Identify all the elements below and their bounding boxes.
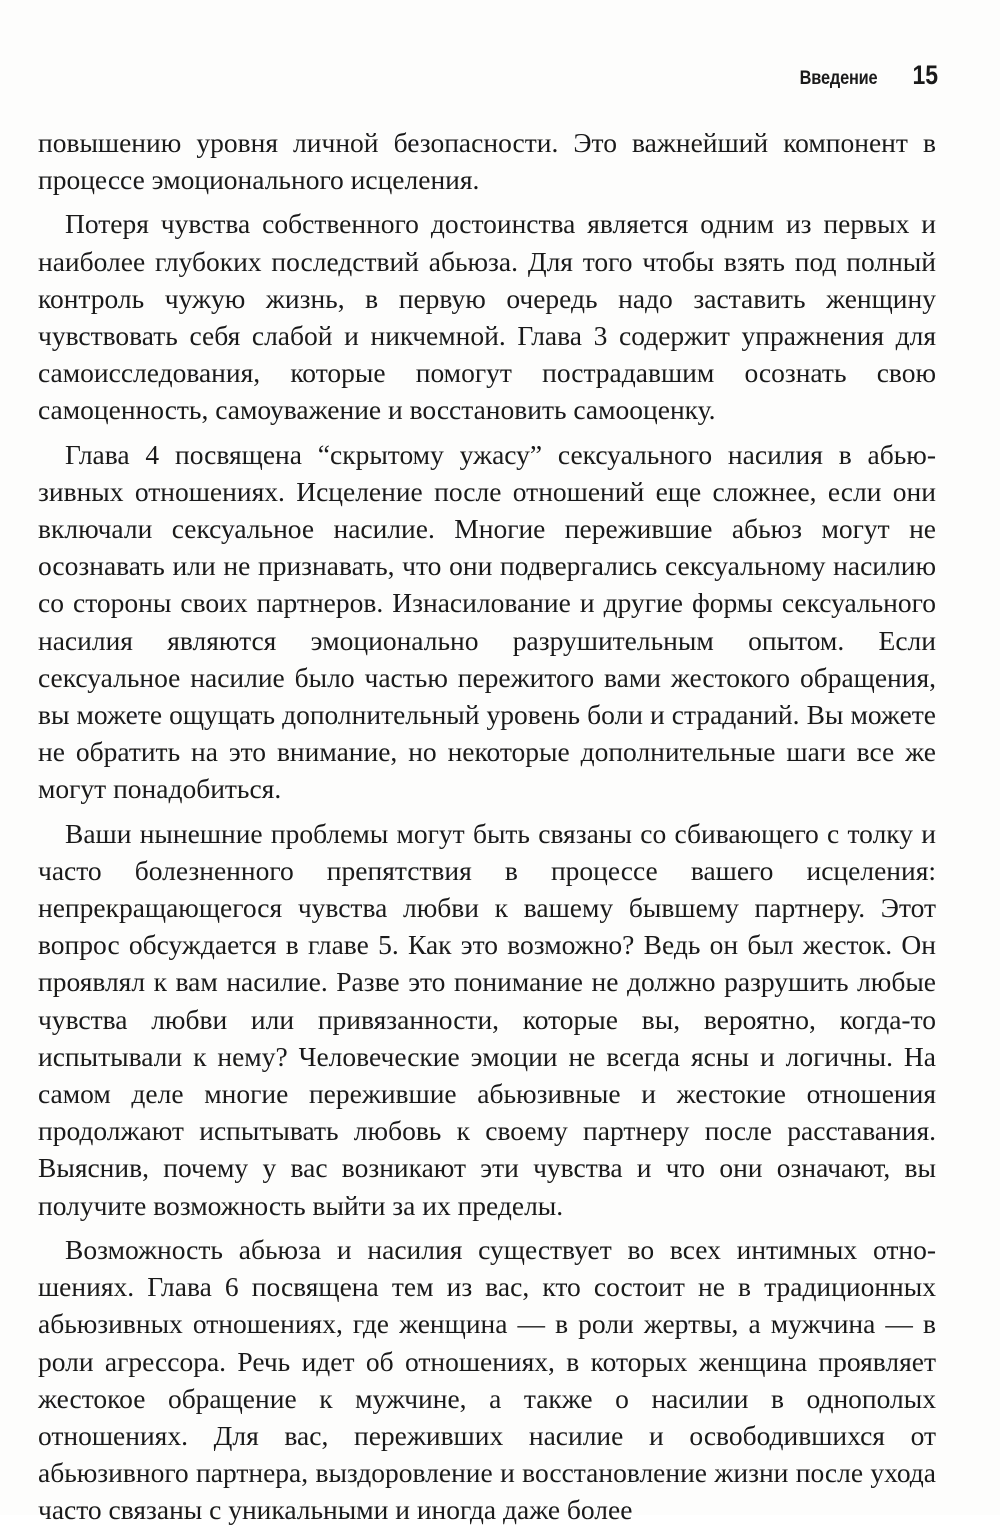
running-head [787, 60, 938, 90]
section-title: Введение [800, 68, 878, 89]
page-number: 15 [912, 60, 938, 90]
paragraph: Возможность абьюза и насилия существует во всех интимных отношениях. Глава 6 посвящена тем из вас, кто состоит не в традиционных абьюзивных отношениях, где женщина — в роли жертвы, а мужчина — в роли агрессора. Речь идет об отношениях, в которых женщина проявляет жестокое обращение к мужчине, а также о насилии в однополых отношениях. Для вас, переживших насилие и освободившихся от абьюзивного партнера, выздоровление и восстановление жизни после ухода часто связаны с уникальными и иногда даже более [38, 1233, 936, 1526]
body-text [38, 124, 936, 1529]
paragraph: Ваши нынешние проблемы могут быть связаны со сбивающего с толку и часто болезненного препятствия в процессе вашего исцеления: непрекращающегося чувства любви к вашему бывшему партнеру. Этот вопрос обсуждается в главе 5. Как это возможно? Ведь он был жесток. Он проявлял к вам насилие. Разве это понимание не должно разрушить любые чувства любви или привязанности, которые вы, вероятно, когда-то испытывали к нему? Человеческие эмоции не всегда ясны и логичны. На самом деле многие пережившие абьюзивные и жестокие отношения продолжают испытывать любовь к своему партнеру после расставания. Выяснив, почему у вас возникают эти чувства и что они означают, вы получите возможность выйти за их пределы. [38, 817, 936, 1221]
paragraph: Глава 4 посвящена “скрытому ужасу” сексуального насилия в абьюзивных отношениях. Исцеление после отношений еще сложнее, если они включали сексуальное насилие. Многие пережившие абьюз могут не осознавать или не признавать, что они подвергались сексуальному насилию со стороны своих партнеров. Изнасилование и другие формы сексуального насилия являются эмоционально разрушительным опытом. Если сексуальное насилие было частью пережитого вами жестокого обращения, вы можете ощущать дополнительный уровень боли и страданий. Вы можете не обратить на это внимание, но некоторые дополнительные шаги все же могут понадобиться. [38, 438, 936, 805]
paragraph: Потеря чувства собственного достоинства является одним из первых и наиболее глубоких последствий абьюза. Для того чтобы взять под полный контроль чужую жизнь, в первую очередь надо заставить женщину чувствовать себя слабой и никчемной. Глава 3 содержит упражнения для самоисследования, которые помогут пострадавшим осознать свою самоценность, самоуважение и восстановить самооценку. [38, 208, 936, 426]
paragraph: повышению уровня личной безопасности. Это важнейший компонент в процессе эмоционального исцеления. [38, 127, 936, 196]
